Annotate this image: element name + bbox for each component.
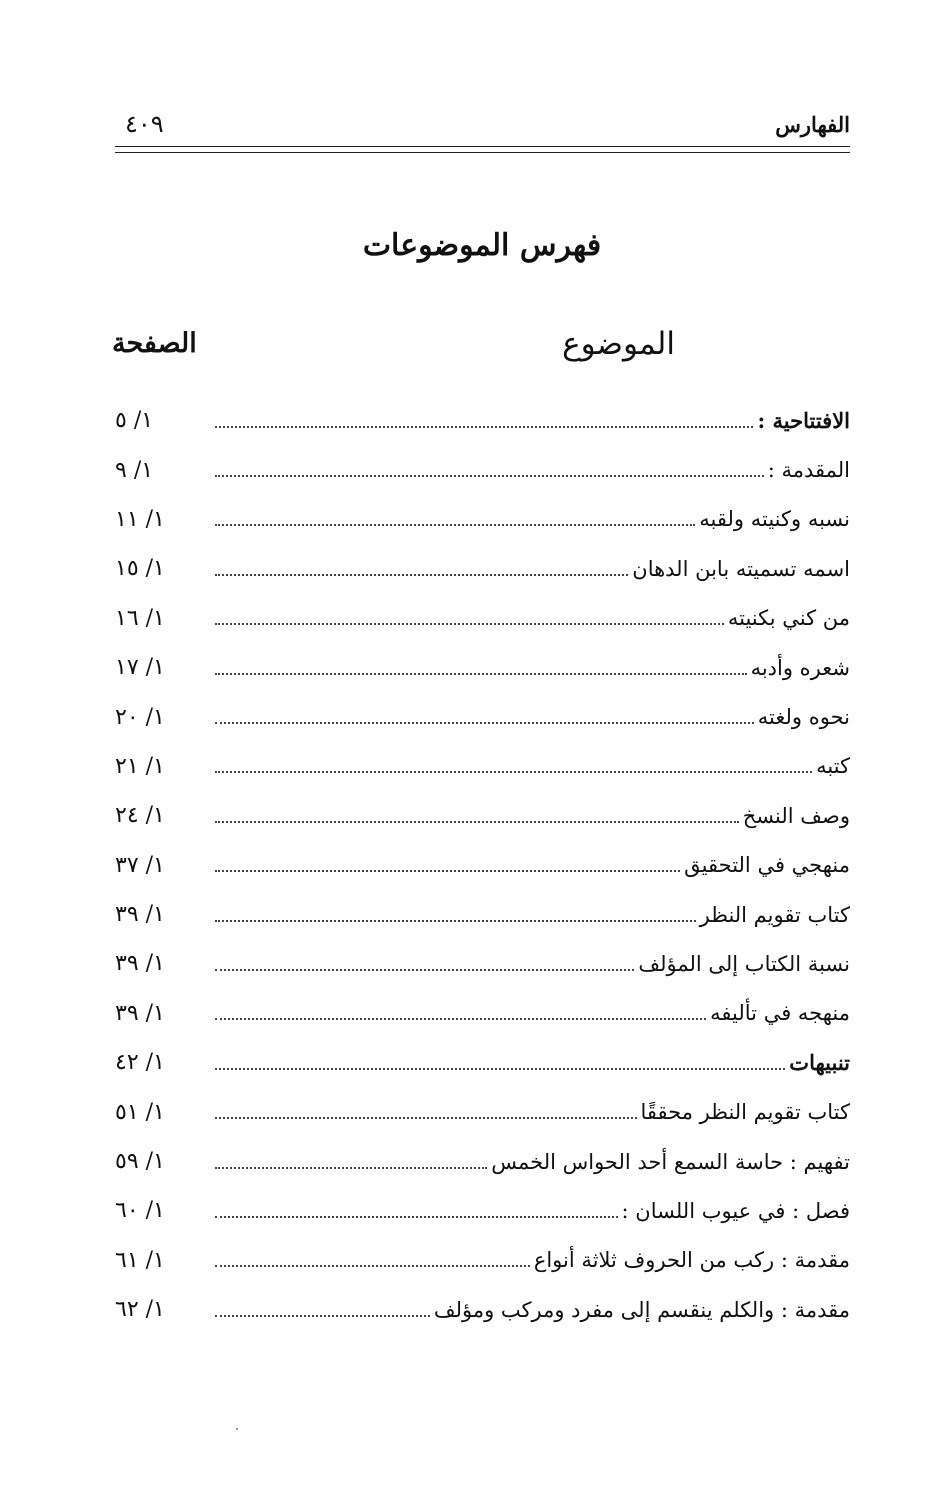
toc-entry [115,544,850,593]
header-rule-bottom [115,152,850,153]
toc-entry-topic: نحوه ولغته [757,705,850,730]
dot-leader [215,920,696,922]
dot-leader [215,1018,706,1020]
toc-entry-topic-wrap [215,804,850,828]
toc-entry [115,643,850,692]
toc-entry-topic-wrap [215,952,850,976]
toc-entry [115,594,850,643]
stray-mark [236,1428,238,1430]
toc-entry [115,1038,850,1087]
toc-entry [115,1137,850,1186]
toc-entry-topic: منهجي في التحقيق [684,853,850,878]
toc-entry-topic: فصل : في عيوب اللسان : [621,1198,850,1223]
dot-leader [215,1167,487,1169]
toc-entry-topic-wrap [215,754,850,778]
toc-entry-page: ١/ ٣٩ [115,902,165,928]
toc-entry-page: ١/ ٣٩ [115,1000,165,1026]
toc-entry [115,742,850,791]
toc-entry-topic-wrap [215,1298,850,1322]
toc-entry-topic-wrap [215,903,850,927]
toc-entry-topic-wrap [215,1199,850,1223]
toc-entry-topic-wrap [215,1050,850,1075]
dot-leader [215,1216,618,1218]
toc-entry-page: ١/ ٢١ [115,753,165,779]
toc-entry [115,1236,850,1285]
toc-entry-topic-wrap [215,853,850,877]
toc-entry [115,1087,850,1136]
toc-entry-page: ١/ ٤٢ [115,1050,165,1076]
toc-entry-page: ١/ ٥٩ [115,1149,165,1175]
table-of-contents [115,396,850,1334]
dot-leader [215,1117,637,1119]
toc-entry-topic: وصف النسخ [742,803,850,828]
dot-leader [215,574,628,576]
toc-entry-page: ١/ ٢٤ [115,803,165,829]
toc-entry-topic: تفهيم : حاسة السمع أحد الحواس الخمس [491,1149,850,1174]
dot-leader [215,673,747,675]
dot-leader [215,1265,530,1267]
toc-entry-topic-wrap [215,507,850,531]
toc-entry-topic-wrap [215,458,850,482]
toc-entry-page: ١/ ٦٢ [115,1297,165,1323]
dot-leader [215,1068,785,1070]
page-title: فهرس الموضوعات [362,228,602,263]
toc-entry-topic: تنبيهات [789,1050,850,1076]
running-title: الفهارس [775,112,850,137]
dot-leader [215,623,724,625]
toc-entry [115,396,850,445]
page-column-header: الصفحة [112,328,197,359]
toc-entry [115,939,850,988]
header-rule-top [115,146,850,147]
page-number: ٤٠٩ [125,110,164,138]
topic-column-header: الموضوع [562,326,675,362]
toc-entry [115,1186,850,1235]
column-headers [112,326,850,370]
toc-entry-page: ١/ ٩ [115,457,154,483]
toc-entry-topic: مقدمة : ركب من الحروف ثلاثة أنواع [533,1248,850,1273]
toc-entry-topic: كتاب تقويم النظر [699,902,850,927]
toc-entry-page: ١/ ٦٠ [115,1198,165,1224]
running-head [115,108,850,144]
toc-entry [115,495,850,544]
toc-entry [115,791,850,840]
dot-leader [215,870,680,872]
toc-entry-page: ١/ ٥ [115,408,154,434]
toc-entry-topic: شعره وأدبه [750,655,850,680]
toc-entry-topic: من كني بكنيته [727,606,850,631]
toc-entry [115,445,850,494]
toc-entry [115,1285,850,1334]
toc-entry-topic-wrap [215,408,850,433]
toc-entry-page: ١/ ١٧ [115,655,165,681]
dot-leader [215,969,634,971]
toc-entry-topic: كتاب تقويم النظر محققًا [640,1100,850,1125]
dot-leader [215,475,764,477]
toc-entry-topic-wrap [215,606,850,630]
toc-entry-topic: اسمه تسميته بابن الدهان [632,556,850,581]
toc-entry-topic-wrap [215,705,850,729]
dot-leader [215,722,754,724]
toc-entry-topic-wrap [215,656,850,680]
toc-entry [115,989,850,1038]
toc-entry-topic: مقدمة : والكلم ينقسم إلى مفرد ومركب ومؤلف [433,1297,850,1322]
toc-entry-topic: الافتتاحية : [757,408,850,434]
dot-leader [215,821,739,823]
toc-entry [115,692,850,741]
toc-entry-page: ١/ ٢٠ [115,704,165,730]
dot-leader [215,524,695,526]
toc-entry-page: ١/ ١٥ [115,556,165,582]
toc-entry-page: ١/ ٣٧ [115,852,165,878]
toc-entry-topic: نسبة الكتاب إلى المؤلف [638,951,850,976]
toc-entry-page: ١/ ٦١ [115,1247,165,1273]
dot-leader [215,1315,430,1317]
toc-entry-page: ١/ ٣٩ [115,951,165,977]
toc-entry-topic-wrap [215,1248,850,1272]
toc-entry-page: ١/ ٥١ [115,1099,165,1125]
toc-entry-topic: نسبه وكنيته ولقبه [699,507,850,532]
toc-entry-topic-wrap [215,1150,850,1174]
toc-entry-topic: منهجه في تأليفه [710,1001,850,1026]
toc-entry-topic-wrap [215,1100,850,1124]
dot-leader [215,771,812,773]
dot-leader [215,426,753,428]
toc-entry-topic-wrap [215,557,850,581]
toc-entry-page: ١/ ١٦ [115,605,165,631]
toc-entry-topic: المقدمة : [767,458,850,483]
toc-entry-topic-wrap [215,1001,850,1025]
toc-entry [115,841,850,890]
toc-entry-page: ١/ ١١ [115,506,165,532]
toc-entry [115,890,850,939]
toc-entry-topic: كتبه [816,754,850,779]
